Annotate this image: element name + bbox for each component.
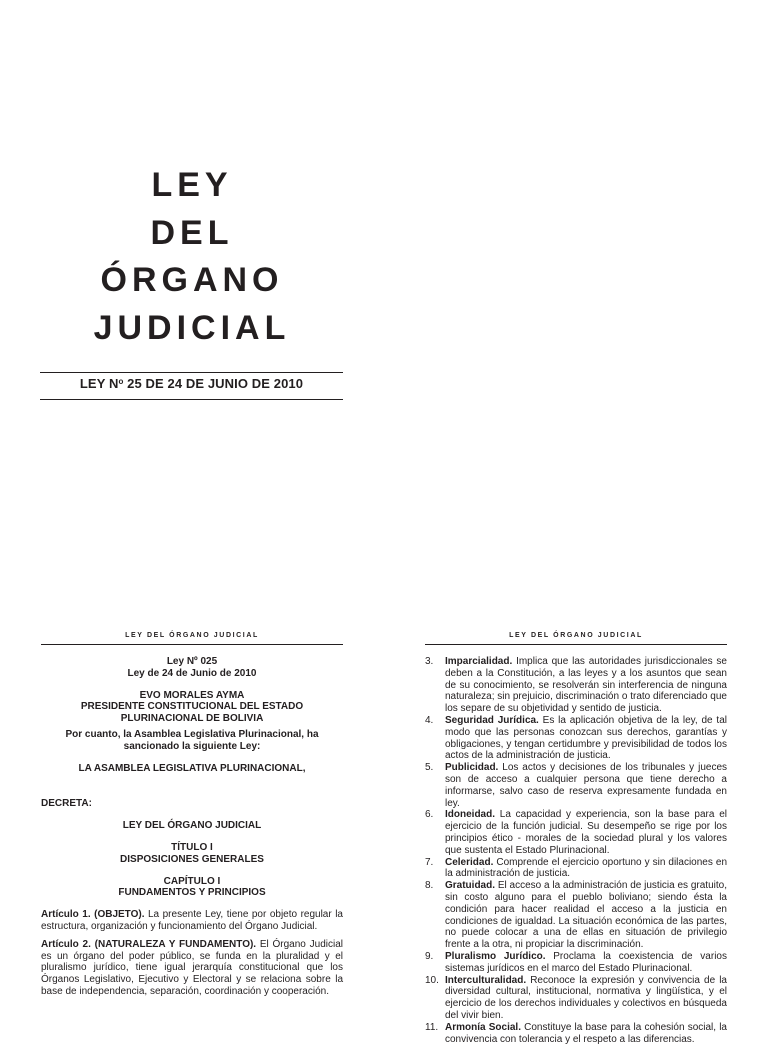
- principle-number: 10.: [425, 974, 439, 986]
- president-name: EVO MORALES AYMA: [139, 689, 245, 701]
- cover-subtitle-sup: o: [118, 377, 124, 386]
- principle-item: [425, 951, 727, 975]
- ley-date: Ley de 24 de Junio de 2010: [127, 667, 257, 679]
- president-title: PRESIDENTE CONSTITUCIONAL DEL ESTADO PLURINACIONAL DE BOLIVIA: [80, 701, 304, 725]
- principle-body: Los actos y decisiones de los tribunales y jueces son de acceso a cualquier persona que tiene derecho a informarse, salvo caso de reserva expresamente fundada en ley.: [445, 762, 727, 809]
- article-1-heading: Artículo 1. (OBJETO).: [41, 909, 145, 921]
- principle-number: 8.: [425, 880, 434, 892]
- principle-heading: Interculturalidad.: [445, 974, 527, 986]
- principle-number: 3.: [425, 656, 434, 667]
- decreta: DECRETA:: [41, 798, 92, 810]
- principle-heading: Pluralismo Jurídico.: [445, 950, 546, 962]
- principle-body: Es la aplicación objetiva de la ley, de tal modo que las personas conozcan sus derechos, garantías y obligaciones, y tengan certidumbre y previsibilidad de todos los actos de la administración de justicia.: [445, 714, 727, 762]
- principle-text: [445, 1022, 727, 1045]
- principle-item: [425, 975, 727, 1022]
- principle-heading: Imparcialidad.: [445, 656, 513, 667]
- law-name: LEY DEL ÓRGANO JUDICIAL: [122, 820, 262, 832]
- principle-item: [425, 1022, 727, 1045]
- cover-title-line-3: ÓRGANO: [100, 261, 284, 299]
- principle-heading: Celeridad.: [445, 856, 494, 868]
- principle-number: 4.: [425, 714, 434, 726]
- article-2-heading: Artículo 2. (NATURALEZA Y FUNDAMENTO).: [41, 938, 257, 950]
- principle-body: El acceso a la administración de justicia es gratuito, sin costo alguno para el pueblo boliviano; siendo ésta la condición para hacer realidad el acceso a la justicia en condiciones de igualdad. La situación económica de las partes, no puede colocar a una de ellas en situación de privilegio frente a la otra, ni propiciar la discriminación.: [445, 880, 727, 951]
- principle-heading: Gratuidad.: [445, 880, 496, 892]
- principle-body: Constituye la base para la cohesión social, la convivencia con tolerancia y el respeto a las diferencias.: [445, 1021, 727, 1045]
- left-running-header: LEY DEL ÓRGANO JUDICIAL: [125, 632, 259, 639]
- principle-item: [425, 715, 727, 762]
- ley-number: Ley Nº 025: [166, 656, 218, 667]
- principle-text: [445, 975, 727, 1022]
- cover-title-line-1: LEY: [151, 166, 233, 204]
- principle-heading: Publicidad.: [445, 762, 499, 774]
- principle-heading: Idoneidad.: [445, 809, 495, 821]
- article-2: [41, 939, 343, 998]
- principle-text: [445, 880, 727, 951]
- principle-number: 6.: [425, 809, 434, 821]
- principle-number: 5.: [425, 762, 434, 774]
- principle-heading: Seguridad Jurídica.: [445, 714, 539, 726]
- principle-body: Implica que las autoridades jurisdiccionales se deben a la Constitución, a las leyes y a los asuntos que sean de su conocimiento, se resolverán sin interferencia de ninguna naturaleza; sin prejuicio, discriminación o trato diferenciado que los separe de su objetividad y sentido de justicia.: [445, 656, 727, 715]
- cover-subtitle: [40, 376, 343, 391]
- principle-number: 7.: [425, 856, 434, 868]
- right-column: [425, 656, 727, 1045]
- cover-rule-top: [40, 372, 343, 373]
- cover-rule-bottom: [40, 399, 343, 400]
- right-running-header: LEY DEL ÓRGANO JUDICIAL: [509, 632, 643, 639]
- capitulo-name: FUNDAMENTOS Y PRINCIPIOS: [118, 887, 266, 899]
- principle-item: [425, 857, 727, 881]
- principle-text: [445, 656, 727, 715]
- cover-subtitle-pre: LEY N: [79, 376, 119, 391]
- asamblea: LA ASAMBLEA LEGISLATIVA PLURINACIONAL,: [78, 762, 306, 774]
- article-1: [41, 909, 343, 933]
- principle-body: Proclama la coexistencia de varios sistemas jurídicos en el marco del Estado Plurinacional.: [445, 950, 727, 974]
- principle-body: Reconoce la expresión y convivencia de la diversidad cultural, institucional, normativa y lingüística, y el ejercicio de los derechos individuales y colectivos en búsqueda del vivir bien.: [445, 974, 727, 1021]
- titulo-name: DISPOSICIONES GENERALES: [120, 853, 264, 865]
- principle-text: [445, 951, 727, 975]
- principle-text: [445, 715, 727, 762]
- principle-body: La capacidad y experiencia, son la base para el ejercicio de la función judicial. Su desempeño se rige por los principios ético - morales de la sociedad plural y los valores que sustenta el Estado Plurinacional.: [445, 809, 727, 856]
- titulo-label: TÍTULO I: [171, 841, 213, 853]
- principle-item: [425, 809, 727, 856]
- left-column: [41, 656, 343, 998]
- principle-number: 11.: [425, 1021, 439, 1033]
- principle-item: [425, 656, 727, 715]
- principle-text: [445, 762, 727, 809]
- cover-title-line-2: DEL: [150, 213, 234, 252]
- principle-text: [445, 857, 727, 881]
- left-header-rule: [41, 644, 343, 645]
- principle-number: 9.: [425, 950, 434, 962]
- cover-title-line-4: JUDICIAL: [93, 308, 291, 347]
- cover-subtitle-post: 25 DE 24 DE JUNIO DE 2010: [123, 376, 304, 391]
- por-cuanto: Por cuanto, la Asamblea Legislativa Plurinacional, ha sancionado la siguiente Ley:: [65, 728, 319, 752]
- cover-title: [40, 162, 344, 352]
- article-1-body: La presente Ley, tiene por objeto regular la estructura, organización y funcionamiento del Órgano Judicial.: [41, 909, 343, 932]
- article-2-body: El Órgano Judicial es un órgano del poder público, se funda en la pluralidad y el pluralismo jurídico, tiene igual jerarquía constitucional que los Órganos Legislativo, Ejecutivo y Electoral y se relaciona sobre la base de independencia, separación, coordinación y cooperación.: [41, 938, 343, 997]
- principle-text: [445, 809, 727, 856]
- right-header-rule: [425, 644, 727, 645]
- capitulo-label: CAPÍTULO I: [163, 875, 221, 887]
- principle-heading: Armonía Social.: [445, 1021, 521, 1033]
- principle-item: [425, 762, 727, 809]
- principle-body: Comprende el ejercicio oportuno y sin dilaciones en la administración de justicia.: [445, 856, 727, 880]
- principle-item: [425, 880, 727, 951]
